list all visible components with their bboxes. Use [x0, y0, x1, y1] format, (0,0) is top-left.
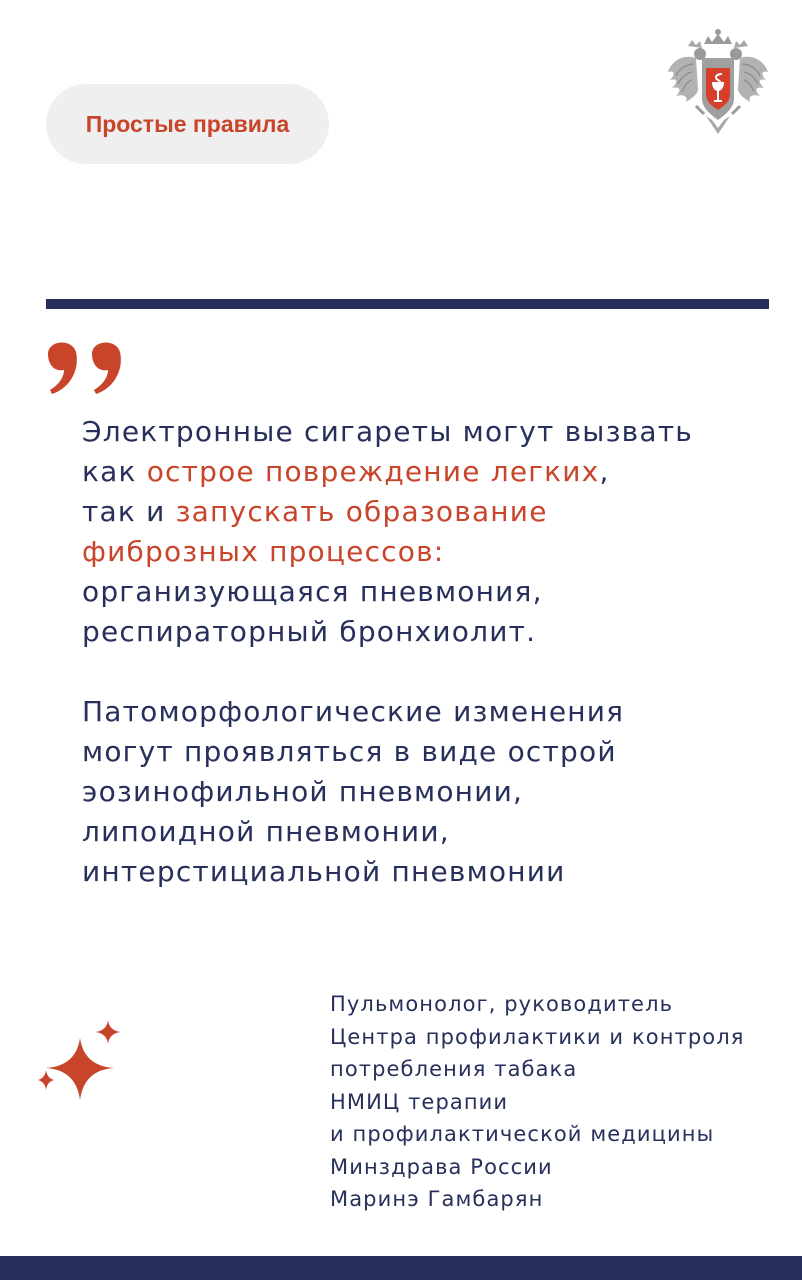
quote-line: Патоморфологические изменения — [82, 695, 625, 728]
author-line: НМИЦ терапии — [330, 1089, 509, 1114]
quote-line: могут проявляться в виде острой — [82, 735, 617, 768]
quote-text — [82, 412, 782, 892]
author-line: Центра профилактики и контроля — [330, 1024, 745, 1049]
author-line: Пульмонолог, руководитель — [330, 992, 674, 1016]
footer-bar — [0, 1256, 802, 1280]
topic-badge — [46, 84, 329, 164]
sparkle-stars-icon — [34, 1018, 126, 1104]
quote-highlight: острое повреждение легких — [146, 455, 600, 488]
author-signature — [330, 988, 790, 1216]
divider-rule — [46, 299, 769, 309]
quote-line: респираторный бронхиолит. — [82, 615, 537, 648]
topic-badge-label: Простые правила — [85, 110, 290, 137]
quote-line: Электронные сигареты могут вызвать — [82, 415, 693, 448]
quote-mark-icon — [44, 330, 134, 396]
author-line: Минздрава России — [330, 1154, 553, 1179]
quote-line: интерстициальной пневмонии — [82, 855, 566, 888]
quote-highlight: фиброзных процессов: — [82, 535, 445, 568]
quote-line: организующаяся пневмония, — [82, 575, 543, 608]
quote-line: липоидной пневмонии, — [82, 815, 450, 848]
quote-line: эозинофильной пневмонии, — [82, 775, 524, 808]
author-line: и профилактической медицины — [330, 1122, 715, 1146]
author-line: потребления табака — [330, 1057, 578, 1081]
quote-punctuation: , — [599, 455, 610, 488]
quote-line: как — [82, 455, 147, 488]
ministry-of-health-emblem-icon — [666, 24, 770, 136]
author-name: Маринэ Гамбарян — [330, 1187, 544, 1211]
quote-highlight: запускать образование — [175, 495, 548, 528]
quote-line: так и — [82, 495, 176, 528]
quote-paragraph-1 — [82, 412, 782, 652]
quote-paragraph-2 — [82, 692, 782, 892]
